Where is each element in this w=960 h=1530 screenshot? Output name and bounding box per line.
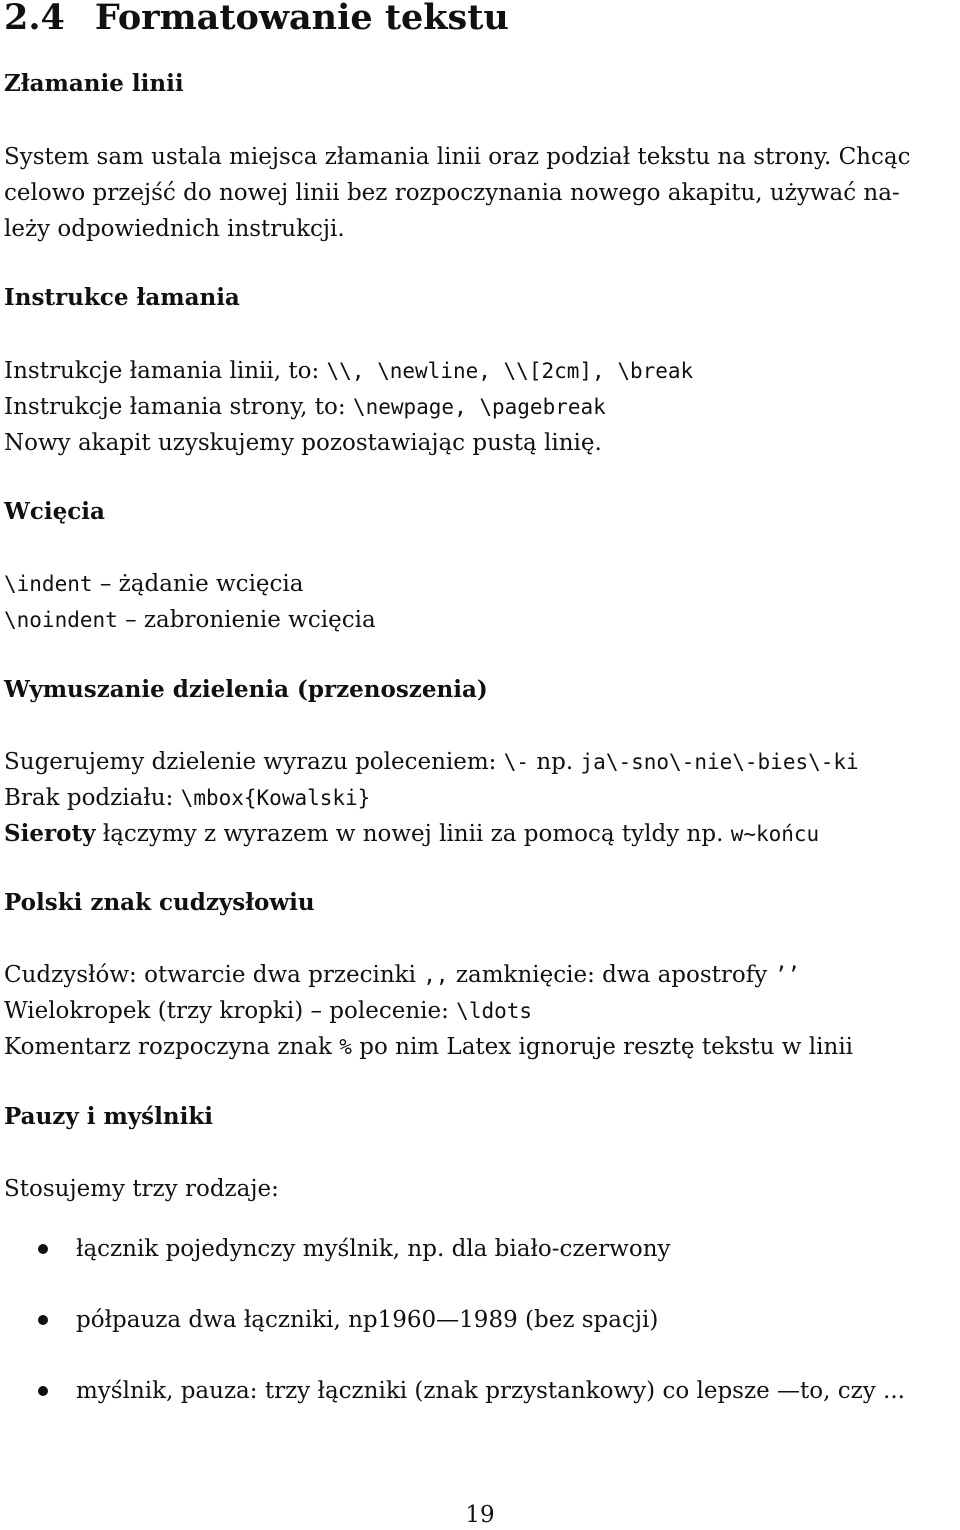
label-text: po nim Latex ignoruje resztę tekstu w linii (351, 1034, 854, 1060)
heading-wciecia: Wcięcia (4, 498, 105, 525)
label-text: np. (529, 749, 581, 775)
code-snippet: \mbox{Kowalski} (180, 786, 371, 810)
bullet-icon (38, 1315, 48, 1325)
label-text: Sugerujemy dzielenie wyrazu poleceniem: (4, 749, 504, 775)
bullet-icon (38, 1386, 48, 1396)
line-break-instructions (4, 356, 693, 386)
code-snippet: \indent (4, 572, 93, 596)
section-title (4, 0, 509, 36)
label-text: Cudzysłów: otwarcie dwa przecinki (4, 962, 424, 988)
code-snippet: ja\-sno\-nie\-bies\-ki (580, 750, 859, 774)
label-text: Wielokropek (trzy kropki) – polecenie: (4, 998, 457, 1024)
label-text: Brak podziału: (4, 785, 181, 811)
orphans-line (4, 819, 819, 849)
heading-wymuszanie-dzielenia: Wymuszanie dzielenia (przenoszenia) (4, 676, 488, 703)
page-break-instructions (4, 392, 606, 422)
label-text: zamknięcie: dwa apostrofy (448, 962, 775, 988)
code-snippet: \noindent (4, 608, 118, 632)
section-number: 2.4 (4, 0, 65, 38)
noindent-line (4, 605, 376, 635)
comment-line (4, 1032, 853, 1062)
label-text: Instrukcje łamania linii, to: (4, 358, 327, 384)
quotes-line (4, 960, 800, 990)
indent-line (4, 569, 303, 599)
no-break-line (4, 783, 370, 813)
paragraph-line-1: System sam ustala miejsca złamania linii oraz podział tekstu na strony. Chcąc (4, 144, 911, 170)
label-text: łączymy z wyrazem w nowej linii za pomocą tyldy np. (95, 821, 731, 847)
dashes-intro: Stosujemy trzy rodzaje: (4, 1176, 279, 1202)
label-text: – żądanie wcięcia (92, 571, 304, 597)
code-snippet: \newpage, \pagebreak (352, 395, 606, 419)
bold-term: Sieroty (4, 820, 96, 847)
list-item: półpauza dwa łączniki, np1960—1989 (bez spacji) (76, 1307, 659, 1333)
heading-pauzy-mysliniki: Pauzy i myślniki (4, 1103, 213, 1130)
ellipsis-line (4, 996, 532, 1026)
code-snippet: ,, (423, 963, 449, 987)
paragraph-line-3: leży odpowiednich instrukcji. (4, 216, 345, 242)
code-snippet: w~końcu (730, 822, 820, 846)
list-item: myślnik, pauza: trzy łączniki (znak przystankowy) co lepsze —to, czy ... (76, 1378, 905, 1404)
page-number: 19 (465, 1502, 495, 1528)
heading-polski-cudzyslow: Polski znak cudzysłowiu (4, 889, 315, 916)
code-snippet: \\, \newline, \\[2cm], \break (326, 359, 694, 383)
code-snippet: \ldots (456, 999, 533, 1023)
bullet-icon (38, 1244, 48, 1254)
label-text: Komentarz rozpoczyna znak (4, 1034, 340, 1060)
heading-zlamanie-linii: Złamanie linii (4, 70, 184, 97)
code-snippet: ’’ (774, 963, 800, 987)
hyphenation-line (4, 747, 859, 777)
label-text: – zabronienie wcięcia (117, 607, 376, 633)
paragraph-line-2: celowo przejść do nowej linii bez rozpoczynania nowego akapitu, używać na- (4, 180, 900, 206)
label-text: Instrukcje łamania strony, to: (4, 394, 353, 420)
code-snippet: \- (503, 750, 530, 774)
list-item: łącznik pojedynczy myślnik, np. dla biało-czerwony (76, 1236, 671, 1262)
code-snippet: % (339, 1035, 352, 1059)
new-paragraph-note: Nowy akapit uzyskujemy pozostawiając pustą linię. (4, 430, 602, 456)
section-title-text: Formatowanie tekstu (94, 0, 509, 38)
heading-instrukce-lamania: Instrukce łamania (4, 284, 240, 311)
